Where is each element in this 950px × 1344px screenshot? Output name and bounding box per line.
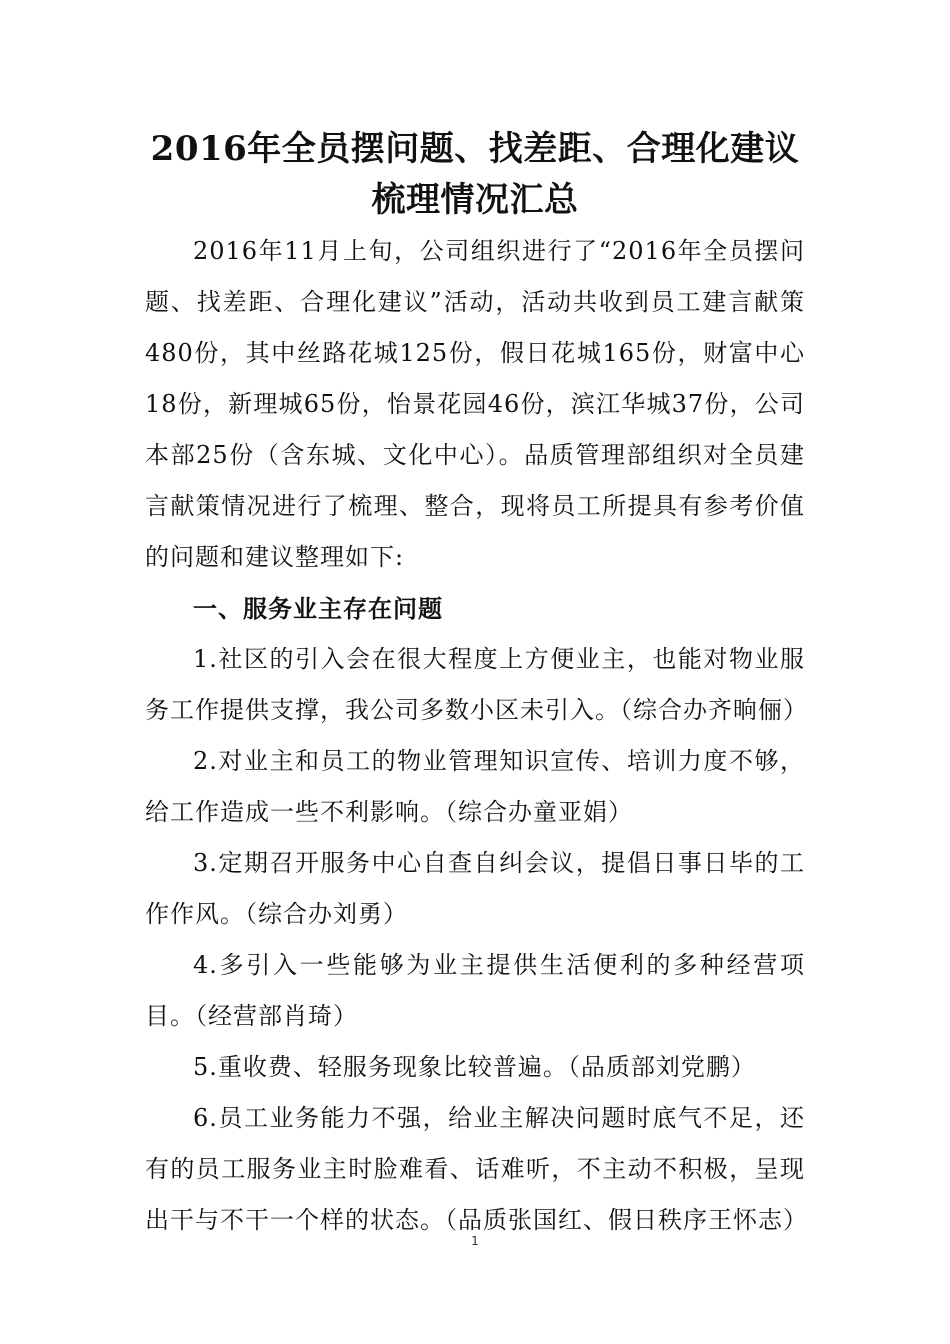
list-item: 4.多引入一些能够为业主提供生活便利的多种经营项目。（经营部肖琦） bbox=[145, 951, 805, 1030]
document-title-line-2: 梳理情况汇总 bbox=[371, 180, 579, 220]
list-item: 3.定期召开服务中心自查自纠会议，提倡日事日毕的工作作风。（综合办刘勇） bbox=[145, 849, 805, 928]
list-item: 5.重收费、轻服务现象比较普遍。（品质部刘党鹏） bbox=[193, 1053, 756, 1081]
page-number: 1 bbox=[471, 1234, 479, 1248]
document-title-line-1: 2016年全员摆问题、找差距、合理化建议 bbox=[150, 129, 800, 169]
intro-paragraph: 2016年11月上旬，公司组织进行了“2016年全员摆问题、找差距、合理化建议”活动，活动共收到员工建言献策480份，其中丝路花城125份，假日花城165份，财富中心18份，新理城65份，怡景花园46份，滨江华城37份，公司本部25份（含东城、文化中心）。品质管理部组织对全员建言献策情况进行了梳理、整合，现将员工所提具有参考价值的问题和建议整理如下: bbox=[145, 237, 805, 571]
list-item: 1.社区的引入会在很大程度上方便业主，也能对物业服务工作提供支撑，我公司多数小区未引入。（综合办齐晌俪） bbox=[145, 645, 808, 724]
section-heading-1: 一、服务业主存在问题 bbox=[193, 594, 443, 623]
list-item: 2.对业主和员工的物业管理知识宣传、培训力度不够，给工作造成一些不利影响。（综合办童亚娟） bbox=[145, 747, 805, 826]
list-item: 6.员工业务能力不强，给业主解决问题时底气不足，还有的员工服务业主时脸难看、话难听，不主动不积极，呈现出干与不干一个样的状态。（品质张国红、假日秩序王怀志） bbox=[145, 1104, 808, 1234]
document-body bbox=[145, 226, 808, 1246]
